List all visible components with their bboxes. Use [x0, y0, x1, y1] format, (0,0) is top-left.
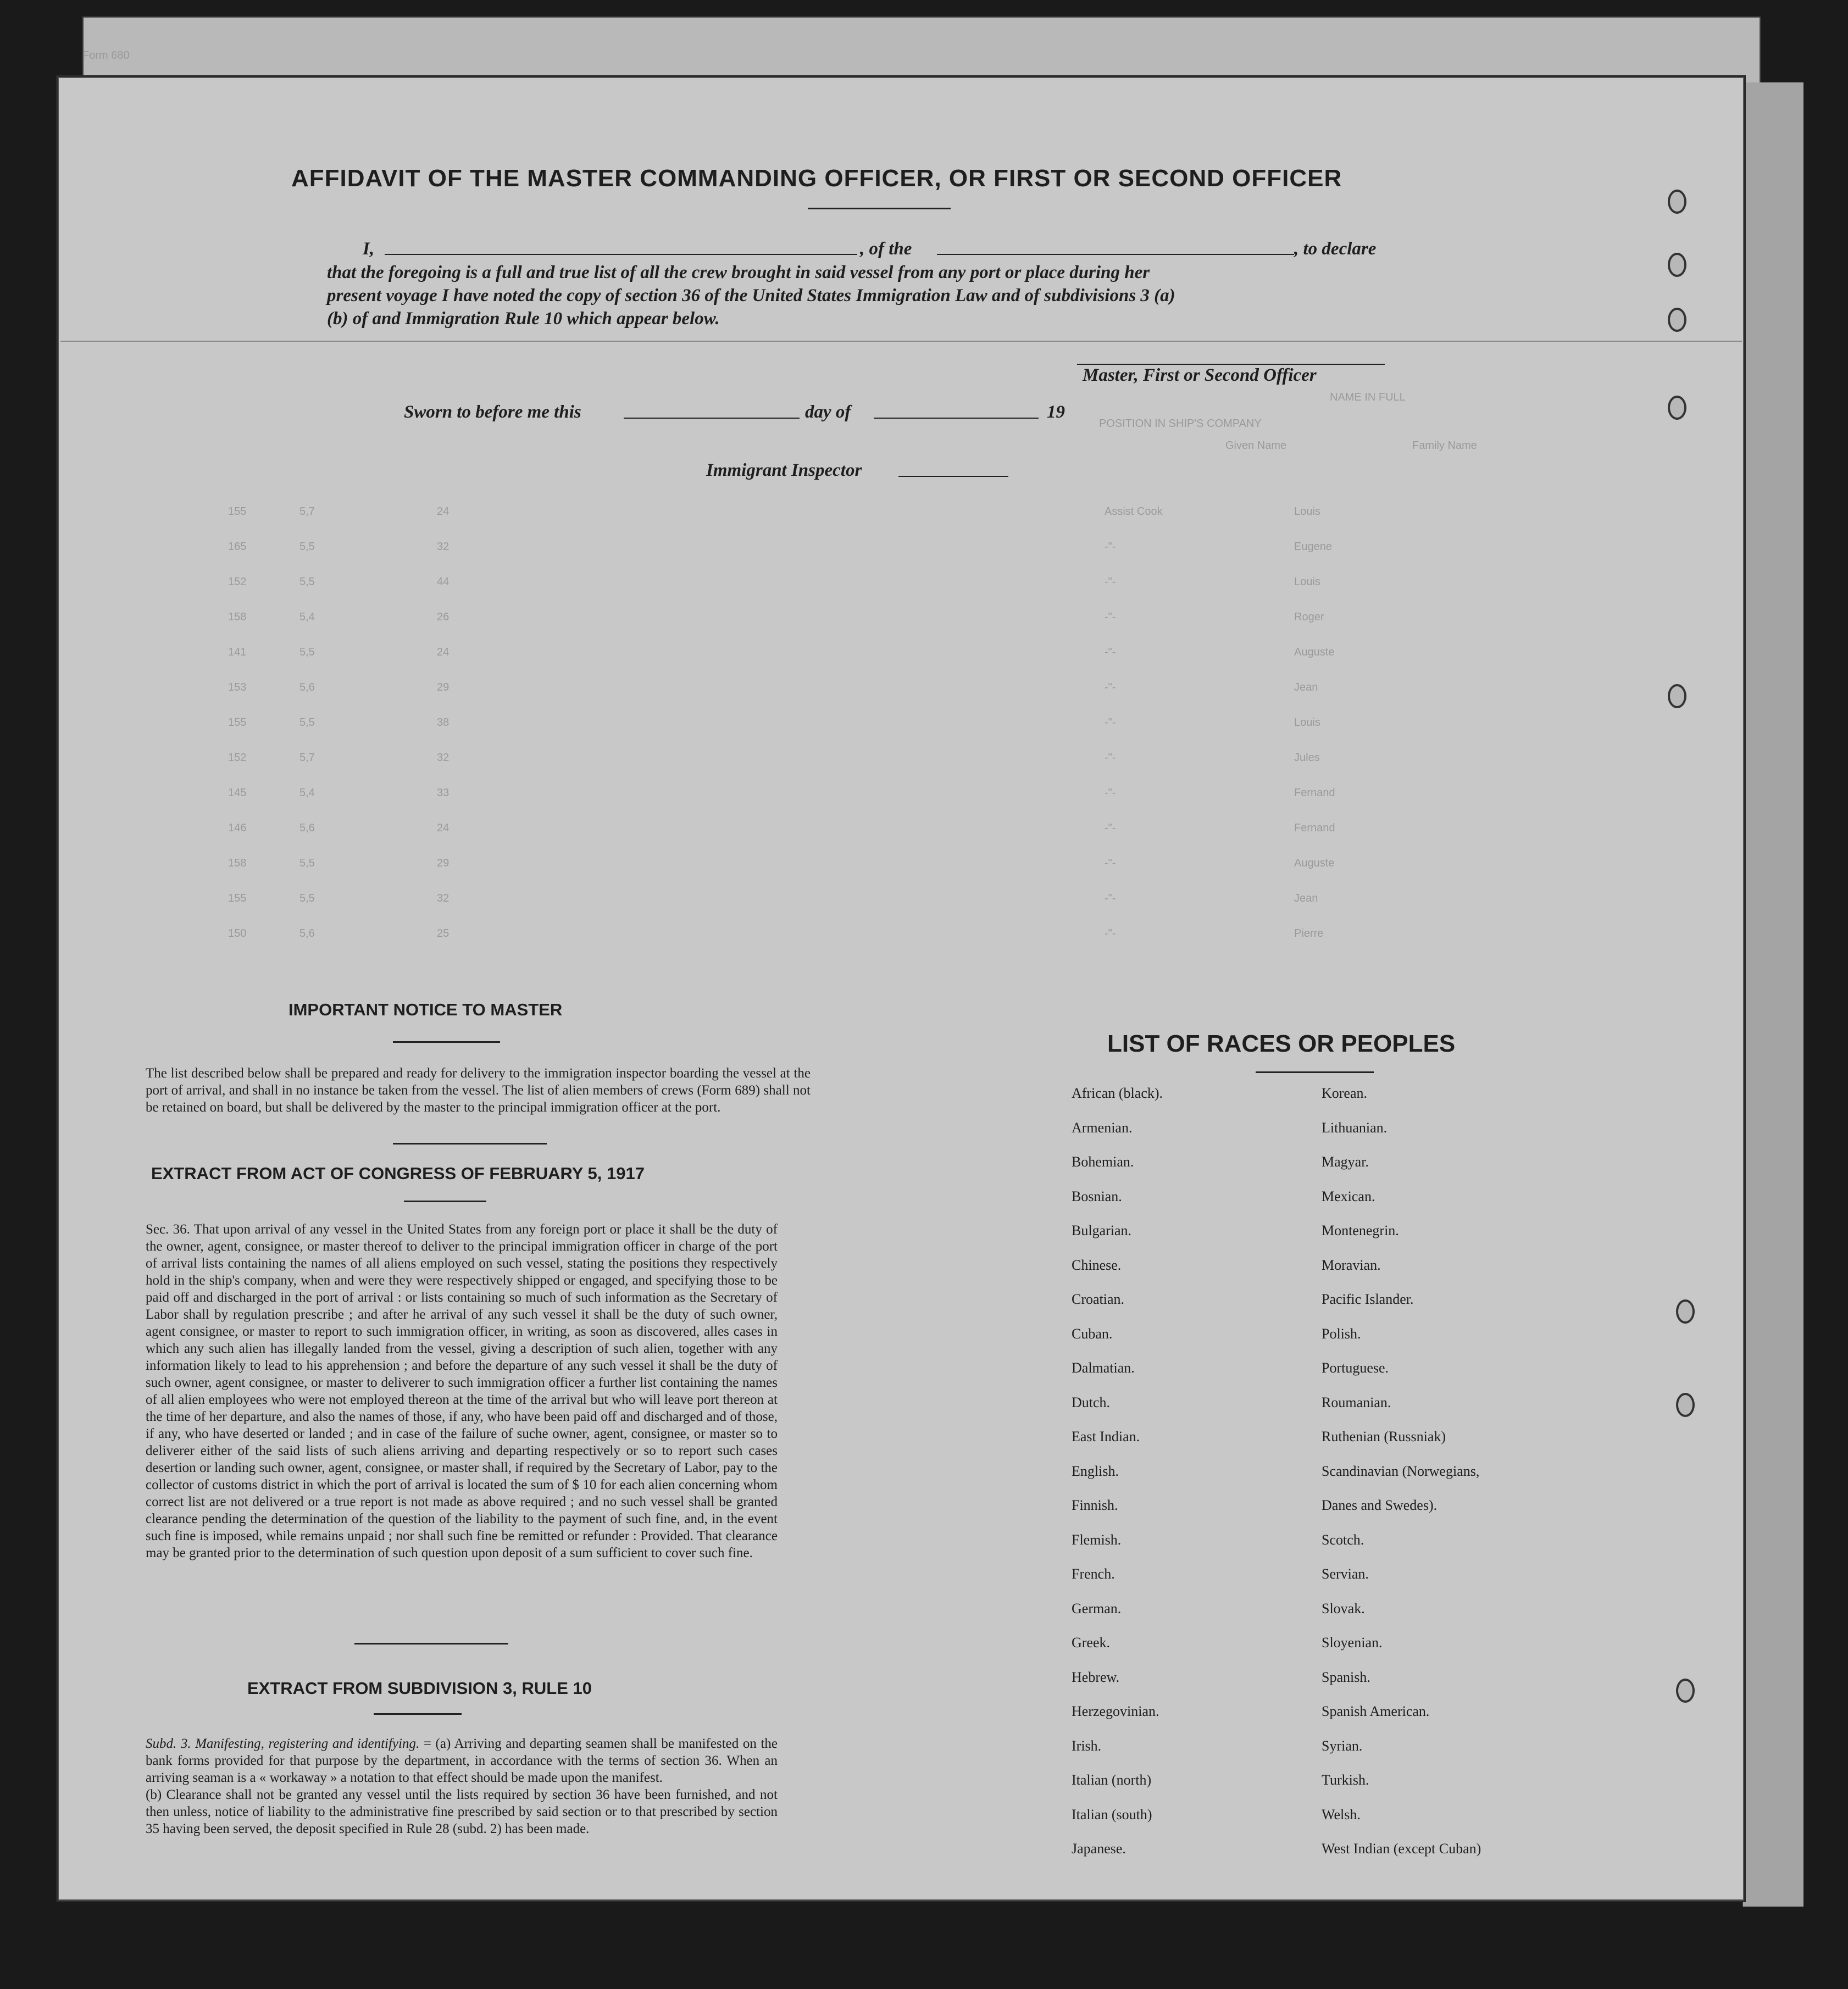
- bleed-cell: 32: [437, 541, 449, 553]
- race-item: Hebrew.: [1072, 1669, 1120, 1685]
- notice-text: The list described below shall be prepared and ready for delivery to the immigration inspector boarding the vessel at the port of arrival, and shall in no instance be taken from the vessel. The list of alien members of crews (Form 689) shall not be retained on board, but shall be delivered by the master to the principal immigration officer at the port.: [146, 1066, 811, 1115]
- master-signature-label: Master, First or Second Officer: [1083, 365, 1317, 385]
- extract-rule-heading: EXTRACT FROM SUBDIVISION 3, RULE 10: [247, 1679, 592, 1698]
- subd-b-text: (b) Clearance shall not be granted any vessel until the lists required by section 36 have been furnished, and not then unless, notice of liability to the administrative fine prescribed by said section or to that prescribed by section 35 having been served, the deposit specified in Rule 28 (subd. 2) has been made.: [146, 1787, 778, 1836]
- bleed-cell: 29: [437, 681, 449, 693]
- race-item: Slovak.: [1322, 1600, 1365, 1616]
- binder-hole-icon: [1668, 396, 1686, 420]
- bleed-cell: 5,7: [299, 505, 315, 518]
- bleed-cell: 145: [228, 787, 247, 799]
- notice-underline: [393, 1041, 500, 1043]
- bleed-cell: Jean: [1294, 681, 1318, 693]
- bleed-cell: 5,6: [299, 927, 315, 940]
- bleed-cell: 32: [437, 752, 449, 764]
- bleed-cell: 24: [437, 505, 449, 518]
- bleed-cell: 152: [228, 752, 247, 764]
- race-item: German.: [1072, 1600, 1122, 1616]
- affidavit-title: AFFIDAVIT OF THE MASTER COMMANDING OFFICER, OR FIRST OR SECOND OFFICER: [291, 165, 1342, 192]
- subd-a-text: = (a) Arriving and departing seamen shall be manifested on the bank forms provided for that purpose by the department, in accordance with the terms of section 36. When an arriving seaman is a « workaway » a notation to that effect should be made upon the manifest.: [146, 1736, 778, 1785]
- race-item: Magyar.: [1322, 1154, 1369, 1170]
- bleed-cell: 5,5: [299, 892, 315, 904]
- extract-act-underline: [404, 1201, 486, 1202]
- title-underline: [808, 208, 951, 209]
- race-item: Cuban.: [1072, 1325, 1113, 1342]
- bleed-cell: 5,5: [299, 857, 315, 869]
- bleed-cell: Jules: [1294, 752, 1320, 764]
- bleed-cell: 155: [228, 892, 247, 904]
- bleed-cell: Roger: [1294, 611, 1324, 623]
- race-item: Welsh.: [1322, 1806, 1361, 1823]
- extract-rule-text: [146, 1735, 778, 1837]
- extract-rule-underline: [374, 1713, 462, 1715]
- bleed-column-given: Given Name: [1225, 440, 1287, 452]
- race-item: Spanish American.: [1322, 1703, 1430, 1719]
- bleed-cell: Jean: [1294, 892, 1318, 904]
- bleed-cell: 153: [228, 681, 247, 693]
- adjacent-page-edge: [1742, 82, 1803, 1907]
- bleed-cell: 150: [228, 927, 247, 940]
- race-item: Portuguese.: [1322, 1360, 1389, 1376]
- bleed-cell: 5,4: [299, 611, 315, 623]
- bleed-cell: 152: [228, 576, 247, 588]
- race-item: Chinese.: [1072, 1257, 1122, 1273]
- bleed-cell: 5,5: [299, 716, 315, 729]
- bleed-cell: Auguste: [1294, 646, 1335, 658]
- bleed-cell: 29: [437, 857, 449, 869]
- bleed-cell: Fernand: [1294, 787, 1335, 799]
- race-item: Dutch.: [1072, 1394, 1111, 1410]
- sworn-month-blank: [874, 418, 1039, 419]
- bleed-cell: 25: [437, 927, 449, 940]
- race-item: Sloyenian.: [1322, 1635, 1383, 1651]
- race-item: Scandinavian (Norwegians,: [1322, 1463, 1480, 1479]
- bleed-cell: 155: [228, 716, 247, 729]
- section-divider: [393, 1143, 547, 1144]
- race-item: Croatian.: [1072, 1291, 1125, 1307]
- race-item: Danes and Swedes).: [1322, 1497, 1438, 1513]
- master-signature-line: [1077, 364, 1385, 365]
- bleed-cell: Auguste: [1294, 857, 1335, 869]
- bleed-cell: -"-: [1105, 576, 1116, 588]
- race-item: Lithuanian.: [1322, 1119, 1388, 1136]
- bleed-cell: 5,6: [299, 822, 315, 834]
- race-item: Korean.: [1322, 1085, 1368, 1101]
- race-item: Dalmatian.: [1072, 1360, 1135, 1376]
- affidavit-line1-i: I,: [363, 239, 375, 259]
- race-item: Japanese.: [1072, 1841, 1126, 1857]
- bleed-table-rule: [60, 341, 1742, 342]
- affidavit-line1-of: , of the: [860, 239, 912, 259]
- race-item: Italian (south): [1072, 1806, 1152, 1823]
- affidavit-line4: (b) of and Immigration Rule 10 which appear below.: [327, 309, 720, 329]
- binder-hole-icon: [1676, 1299, 1695, 1324]
- race-item: Turkish.: [1322, 1772, 1369, 1788]
- race-item: Bulgarian.: [1072, 1223, 1132, 1238]
- bleed-cell: 146: [228, 822, 247, 834]
- bleed-column-family: Family Name: [1412, 440, 1477, 452]
- bleed-cell: -"-: [1105, 611, 1116, 623]
- bleed-cell: -"-: [1105, 857, 1116, 869]
- binder-hole-icon: [1668, 308, 1686, 332]
- vessel-blank: [937, 254, 1294, 255]
- bleed-cell: 158: [228, 611, 247, 623]
- bleed-cell: 5,5: [299, 576, 315, 588]
- affidavit-line1-declare: , to declare: [1294, 239, 1377, 259]
- extract-act-text: Sec. 36. That upon arrival of any vessel in the United States from any foreign port or place it shall be the duty of the owner, agent, consignee, or master thereof to deliver to the principal immigration officer in charge of the port of arrival lists containing the names of all aliens employed on such vessel, stating the positions they respectively hold in the ship's company, when and were they were respectively shipped or engaged, and specifying those to be paid off and discharged in the port of arrival : or lists containing so much of such information as the Secretary of Labor shall by regulation prescribe ; and after he arrival of any such vessel it shall be the duty of such owner, agent consignee, or master to report to such immigration officer, in writing, as soon as discovered, alles cases in which any such alien has illegally landed from the vessel, giving a description of such alien, together with any information likely to lead to his apprehension ; and before the departure of any such vessel it shall be the duty of such owner, agent consignee, or master to deliverer to such immigration officer a further list containing the names of all alien employees who were not employed thereon at the time of the arrival but who will leave port thereon at the time of her departure, and also the names of those, if any, who have been paid off and discharged and of those, if any, who have deserted or landed ; and in case of the failure of suche owner, agent, consignee, or master so to deliverer either of the said lists of such aliens arriving and departing respectively or so to report such cases desertion or landing such owner, agent, consignee, or master shall, if required by the Secretary of Labor, pay to the collector of customs district in which the port of arrival is located the sum of $ 10 for each alien concerning whom correct list are not delivered or a true report is not made as above required ; and no such vessel shall be granted clearance pending the determination of the question of the liability to the payment of such fine, and, in the event such fine is imposed, while remains unpaid ; nor shall such fine be remitted or refunder : Provided. That clearance may be granted prior to the determination of such question upon deposit of a sum sufficient to cover such fine.: [146, 1222, 778, 1560]
- race-item: Polish.: [1322, 1325, 1361, 1342]
- inspector-label: Immigrant Inspector: [706, 460, 862, 480]
- race-item: Servian.: [1322, 1566, 1369, 1582]
- race-item: Herzegovinian.: [1072, 1703, 1159, 1719]
- binder-hole-icon: [1676, 1679, 1695, 1703]
- bleed-cell: 24: [437, 822, 449, 834]
- race-item: Mexican.: [1322, 1188, 1375, 1204]
- binder-hole-icon: [1668, 253, 1686, 277]
- bleed-cell: -"-: [1105, 787, 1116, 799]
- races-underline: [1256, 1071, 1374, 1073]
- bleed-cell: Louis: [1294, 505, 1320, 518]
- race-item: East Indian.: [1072, 1429, 1140, 1444]
- bleed-column-name: NAME IN FULL: [1330, 391, 1406, 403]
- race-item: Pacific Islander.: [1322, 1291, 1414, 1307]
- race-item: French.: [1072, 1566, 1115, 1582]
- race-item: English.: [1072, 1463, 1119, 1479]
- sworn-day-blank: [624, 418, 800, 419]
- binder-hole-icon: [1668, 684, 1686, 708]
- section-divider-2: [354, 1643, 508, 1644]
- race-item: Syrian.: [1322, 1737, 1363, 1754]
- sworn-day-label: day of: [805, 402, 851, 422]
- races-heading: LIST OF RACES OR PEOPLES: [1107, 1030, 1456, 1057]
- bleed-cell: 44: [437, 576, 449, 588]
- race-item: Roumanian.: [1322, 1394, 1391, 1410]
- bleed-cell: 38: [437, 716, 449, 729]
- bleed-cell: 24: [437, 646, 449, 658]
- sworn-year-label: 19: [1047, 402, 1065, 422]
- bleed-cell: -"-: [1105, 646, 1116, 658]
- bleed-cell: -"-: [1105, 927, 1116, 940]
- sworn-label: Sworn to before me this: [404, 402, 581, 422]
- bleed-cell: -"-: [1105, 752, 1116, 764]
- race-item: Spanish.: [1322, 1669, 1370, 1685]
- race-item: African (black).: [1072, 1085, 1163, 1101]
- bleed-cell: 26: [437, 611, 449, 623]
- affidavit-line3: present voyage I have noted the copy of section 36 of the United States Immigration Law and of subdivisions 3 (a): [327, 286, 1175, 305]
- bleed-cell: 141: [228, 646, 247, 658]
- inspector-signature-line: [898, 476, 1008, 477]
- race-item: Montenegrin.: [1322, 1223, 1399, 1238]
- notice-heading: IMPORTANT NOTICE TO MASTER: [288, 1000, 563, 1019]
- race-item: Flemish.: [1072, 1531, 1122, 1548]
- affidavit-line2: that the foregoing is a full and true list of all the crew brought in said vessel from any port or place during her: [327, 263, 1150, 282]
- bleed-cell: -"-: [1105, 716, 1116, 729]
- bleed-cell: 5,4: [299, 787, 315, 799]
- race-item: Finnish.: [1072, 1497, 1118, 1513]
- bleed-cell: 5,6: [299, 681, 315, 693]
- bleed-cell: -"-: [1105, 681, 1116, 693]
- race-item: West Indian (except Cuban): [1322, 1841, 1481, 1857]
- bleed-cell: Louis: [1294, 716, 1320, 729]
- bleed-cell: -"-: [1105, 541, 1116, 553]
- race-item: Italian (north): [1072, 1772, 1152, 1788]
- bleed-cell: Pierre: [1294, 927, 1324, 940]
- bleed-cell: 33: [437, 787, 449, 799]
- name-blank: [385, 254, 857, 255]
- binder-hole-icon: [1676, 1393, 1695, 1417]
- bleed-cell: -"-: [1105, 892, 1116, 904]
- bleed-column-position: POSITION IN SHIP'S COMPANY: [1099, 418, 1262, 430]
- bleed-form-number: Form 680: [82, 49, 130, 62]
- race-item: Greek.: [1072, 1635, 1111, 1651]
- bleed-cell: 158: [228, 857, 247, 869]
- race-item: Armenian.: [1072, 1119, 1133, 1136]
- bleed-cell: 155: [228, 505, 247, 518]
- bleed-cell: 165: [228, 541, 247, 553]
- bleed-cell: Assist Cook: [1105, 505, 1163, 518]
- subd-a-lead: Subd. 3. Manifesting, registering and identifying.: [146, 1736, 420, 1751]
- bleed-cell: Louis: [1294, 576, 1320, 588]
- bleed-cell: -"-: [1105, 822, 1116, 834]
- bleed-cell: 5,5: [299, 541, 315, 553]
- race-item: Bosnian.: [1072, 1188, 1122, 1204]
- extract-act-heading: EXTRACT FROM ACT OF CONGRESS OF FEBRUARY 5, 1917: [151, 1164, 645, 1183]
- affidavit-sheet: [58, 77, 1744, 1901]
- bleed-cell: Fernand: [1294, 822, 1335, 834]
- binder-hole-icon: [1668, 190, 1686, 214]
- race-item: Ruthenian (Russniak): [1322, 1429, 1446, 1444]
- race-item: Moravian.: [1322, 1257, 1381, 1273]
- bleed-cell: 5,7: [299, 752, 315, 764]
- bleed-cell: 32: [437, 892, 449, 904]
- race-item: Irish.: [1072, 1737, 1102, 1754]
- bleed-cell: Eugene: [1294, 541, 1332, 553]
- race-item: Bohemian.: [1072, 1154, 1134, 1170]
- race-item: Scotch.: [1322, 1531, 1364, 1548]
- bleed-cell: 5,5: [299, 646, 315, 658]
